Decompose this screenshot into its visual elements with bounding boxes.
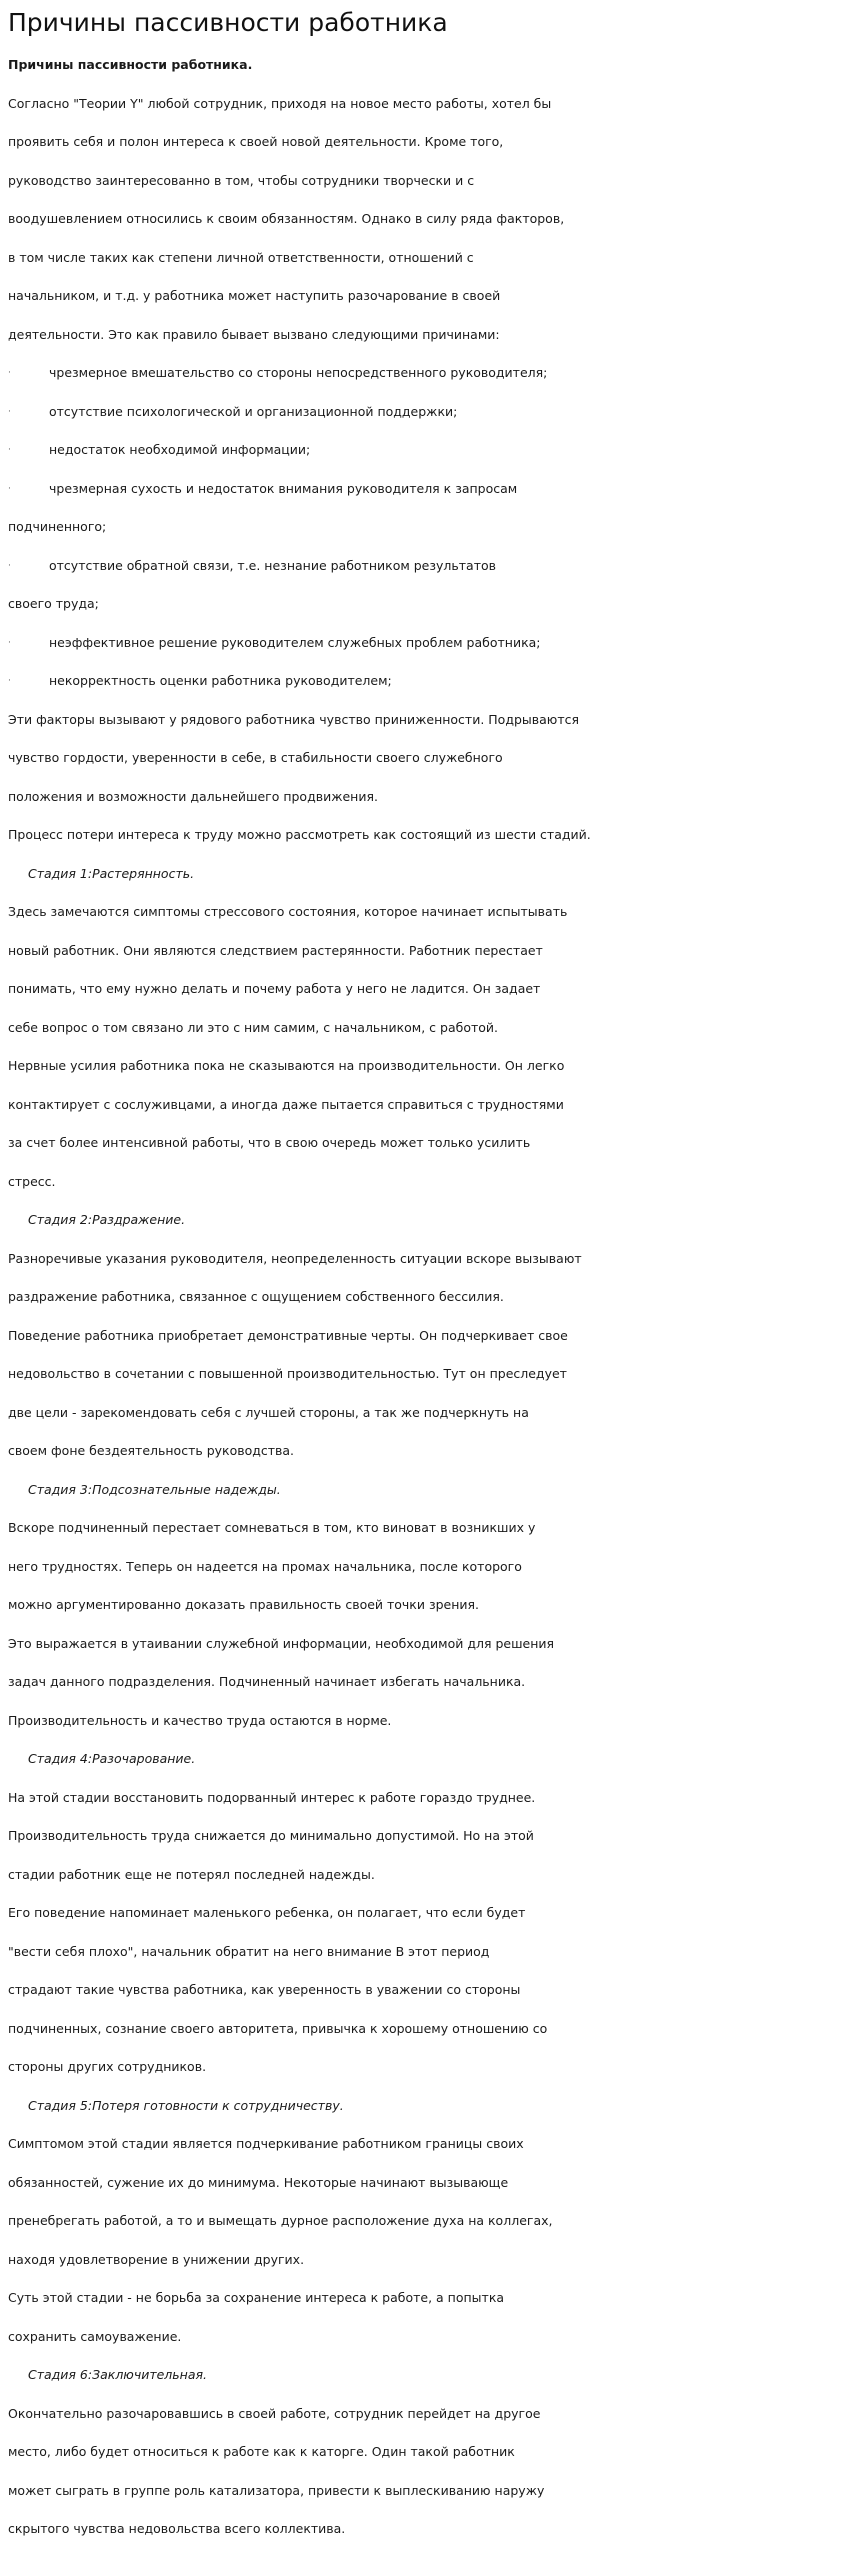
line-text: контактирует с сослуживцами, а иногда даже пытается справиться с трудностями <box>8 1096 564 1112</box>
line-text: своем фоне бездеятельность руководства. <box>8 1443 295 1458</box>
line-text: пренебрегать работой, а то и вымещать дурное расположение духа на коллегах, <box>8 2213 553 2228</box>
line-text: отсутствие психологической и организационной поддержки; <box>49 403 458 419</box>
paragraph-line <box>8 2395 839 2434</box>
paragraph-line <box>8 1586 839 1625</box>
line-text: Его поведение напоминает маленького ребенка, он полагает, что если будет <box>8 1905 526 1920</box>
line-text: обязанностей, сужение их до минимума. Некоторые начинают вызывающе <box>8 2174 509 2190</box>
bullet-marker-icon: · <box>8 445 11 455</box>
bullet-item <box>8 547 839 586</box>
paragraph-line <box>8 162 839 201</box>
line-text: начальником, и т.д. у работника может наступить разочарование в своей <box>8 288 501 303</box>
line-text: Стадия 3:Подсознательные надежды. <box>28 1481 281 1497</box>
line-text: Стадия 1:Растерянность. <box>28 865 195 881</box>
bullet-item <box>8 393 839 432</box>
line-text: чрезмерная сухость и недостаток внимания руководителя к запросам <box>49 480 518 496</box>
paragraph-line <box>8 123 839 162</box>
paragraph-line <box>8 2279 839 2318</box>
paragraph-line <box>8 1509 839 1548</box>
line-text: Симптомом этой стадии является подчеркивание работником границы своих <box>8 2136 524 2151</box>
paragraph-line <box>8 778 839 817</box>
paragraph-line <box>8 2241 839 2280</box>
paragraph-line <box>8 1432 839 1471</box>
paragraph-line <box>8 277 839 316</box>
line-text: Стадия 4:Разочарование. <box>28 1751 196 1766</box>
line-text: скрытого чувства недовольства всего коллектива. <box>8 2521 346 2536</box>
line-text: проявить себя и полон интереса к своей новой деятельности. Кроме того, <box>8 134 504 149</box>
paragraph-line <box>8 2164 839 2203</box>
paragraph-line <box>8 1779 839 1818</box>
line-text: Согласно "Теории Y" любой сотрудник, приходя на новое место работы, хотел бы <box>8 95 552 111</box>
paragraph-line <box>8 1971 839 2010</box>
line-text: задач данного подразделения. Подчиненный начинает избегать начальника. <box>8 1674 526 1689</box>
line-text: чувство гордости, уверенности в себе, в стабильности своего служебного <box>8 750 503 765</box>
paragraph-line <box>8 1317 839 1356</box>
paragraph-line <box>8 1240 839 1279</box>
paragraph-line <box>8 1278 839 1317</box>
bullet-marker-icon: · <box>8 406 11 417</box>
stage-heading <box>8 1201 839 1240</box>
line-text: руководство заинтересованно в том, чтобы сотрудники творчески и с <box>8 172 475 188</box>
paragraph-line <box>8 739 839 778</box>
stage-heading <box>8 855 839 894</box>
line-text: "вести себя плохо", начальник обратит на него внимание В этот период <box>8 1943 490 1959</box>
bullet-item <box>8 624 839 663</box>
line-text: Вскоре подчиненный перестает сомневаться в том, кто виноват в возникших у <box>8 1520 536 1535</box>
line-text: Разноречивые указания руководителя, неопределенность ситуации вскоре вызывают <box>8 1250 582 1266</box>
stage-heading <box>8 2356 839 2395</box>
paragraph-line <box>8 585 839 624</box>
line-text: Причины пассивности работника. <box>8 57 253 72</box>
section-heading <box>8 46 839 85</box>
line-text: недостаток необходимой информации; <box>49 442 311 457</box>
paragraph-line <box>8 1625 839 1664</box>
paragraph-line <box>8 239 839 278</box>
paragraph-line <box>8 85 839 124</box>
line-text: неэффективное решение руководителем служебных проблем работника; <box>49 634 541 650</box>
stage-heading <box>8 1740 839 1779</box>
line-text: положения и возможности дальнейшего продвижения. <box>8 788 378 804</box>
line-text: На этой стадии восстановить подорванный интерес к работе гораздо труднее. <box>8 1789 536 1805</box>
line-text: стадии работник еще не потерял последней надежды. <box>8 1866 375 1882</box>
line-text: раздражение работника, связанное с ощущением собственного бессилия. <box>8 1289 504 1304</box>
line-text: чрезмерное вмешательство со стороны непосредственного руководителя; <box>49 365 548 380</box>
line-text: за счет более интенсивной работы, что в свою очередь может только усилить <box>8 1135 531 1150</box>
line-text: подчиненного; <box>8 519 107 534</box>
line-text: деятельности. Это как правило бывает вызвано следующими причинами: <box>8 326 500 342</box>
line-text: Стадия 5:Потеря готовности к сотрудничеству. <box>28 2097 344 2113</box>
bullet-marker-icon: · <box>8 368 11 378</box>
bullet-item <box>8 662 839 701</box>
paragraph-line <box>8 1163 839 1202</box>
line-text: Стадия 2:Раздражение. <box>28 1212 186 1227</box>
line-text: место, либо будет относиться к работе как к каторге. Один такой работник <box>8 2444 515 2459</box>
paragraph-line <box>8 2125 839 2164</box>
line-text: стресс. <box>8 1173 56 1189</box>
paragraph-line <box>8 816 839 855</box>
paragraph-line <box>8 1894 839 1933</box>
line-text: Эти факторы вызывают у рядового работника чувство приниженности. Подрываются <box>8 711 580 727</box>
stage-heading <box>8 1471 839 1510</box>
paragraph-line <box>8 200 839 239</box>
paragraph-line <box>8 1124 839 1163</box>
paragraph-line <box>8 701 839 740</box>
line-text: некорректность оценки работника руководителем; <box>49 673 392 688</box>
paragraph-line <box>8 1047 839 1086</box>
line-text: можно аргументированно доказать правильность своей точки зрения. <box>8 1597 480 1612</box>
document-body <box>8 46 839 2549</box>
bullet-item <box>8 470 839 509</box>
paragraph-line <box>8 2433 839 2472</box>
paragraph-line <box>8 1009 839 1048</box>
line-text: воодушевлением относились к своим обязанностям. Однако в силу ряда факторов, <box>8 211 565 226</box>
paragraph-line <box>8 1856 839 1895</box>
paragraph-line <box>8 1702 839 1741</box>
bullet-marker-icon: · <box>8 560 11 571</box>
stage-heading <box>8 2087 839 2126</box>
line-text: себе вопрос о том связано ли это с ним самим, с начальником, с работой. <box>8 1019 498 1035</box>
paragraph-line <box>8 1355 839 1394</box>
line-text: находя удовлетворение в унижении других. <box>8 2251 305 2267</box>
paragraph-line <box>8 970 839 1009</box>
line-text: своего труда; <box>8 596 99 611</box>
line-text: Нервные усилия работника пока не сказываются на производительности. Он легко <box>8 1058 565 1073</box>
paragraph-line <box>8 2318 839 2357</box>
line-text: Производительность труда снижается до минимально допустимой. Но на этой <box>8 1828 534 1843</box>
paragraph-line <box>8 1817 839 1856</box>
paragraph-line <box>8 2202 839 2241</box>
line-text: новый работник. Они являются следствием растерянности. Работник перестает <box>8 942 543 958</box>
bullet-item <box>8 431 839 470</box>
paragraph-line <box>8 2472 839 2511</box>
line-text: в том числе таких как степени личной ответственности, отношений с <box>8 249 474 265</box>
line-text: стороны других сотрудников. <box>8 2059 207 2074</box>
line-text: него трудностях. Теперь он надеется на промах начальника, после которого <box>8 1558 522 1574</box>
line-text: недовольство в сочетании с повышенной производительностью. Тут он преследует <box>8 1366 567 1381</box>
paragraph-line <box>8 1933 839 1972</box>
line-text: Это выражается в утаивании служебной информации, необходимой для решения <box>8 1635 555 1651</box>
line-text: Производительность и качество труда остаются в норме. <box>8 1712 392 1728</box>
line-text: Здесь замечаются симптомы стрессового состояния, которое начинает испытывать <box>8 904 568 919</box>
bullet-item <box>8 354 839 393</box>
bullet-marker-icon: · <box>8 483 11 494</box>
paragraph-line <box>8 1394 839 1433</box>
line-text: Окончательно разочаровавшись в своей работе, сотрудник перейдет на другое <box>8 2405 541 2421</box>
line-text: две цели - зарекомендовать себя с лучшей стороны, а так же подчеркнуть на <box>8 1404 529 1420</box>
paragraph-line <box>8 1086 839 1125</box>
bullet-marker-icon: · <box>8 637 11 648</box>
line-text: Процесс потери интереса к труду можно рассмотреть как состоящий из шести стадий. <box>8 827 591 842</box>
paragraph-line <box>8 2510 839 2549</box>
bullet-marker-icon: · <box>8 676 11 686</box>
line-text: Суть этой стадии - не борьба за сохранение интереса к работе, а попытка <box>8 2290 505 2305</box>
paragraph-line <box>8 1663 839 1702</box>
paragraph-line <box>8 316 839 355</box>
line-text: страдают такие чувства работника, как уверенность в уважении со стороны <box>8 1982 521 1997</box>
paragraph-line <box>8 2048 839 2087</box>
line-text: подчиненных, сознание своего авторитета, привычка к хорошему отношению со <box>8 2020 548 2036</box>
line-text: понимать, что ему нужно делать и почему работа у него не ладится. Он задает <box>8 981 541 996</box>
line-text: может сыграть в группе роль катализатора, привести к выплескиванию наружу <box>8 2482 545 2498</box>
line-text: отсутствие обратной связи, т.е. незнание работником результатов <box>49 557 497 573</box>
paragraph-line <box>8 2010 839 2049</box>
paragraph-line <box>8 508 839 547</box>
line-text: Поведение работника приобретает демонстративные черты. Он подчеркивает свое <box>8 1327 568 1343</box>
line-text: сохранить самоуважение. <box>8 2328 182 2344</box>
paragraph-line <box>8 1548 839 1587</box>
line-text: Стадия 6:Заключительная. <box>28 2367 207 2382</box>
paragraph-line <box>8 932 839 971</box>
paragraph-line <box>8 893 839 932</box>
page-title: Причины пассивности работника <box>8 8 448 37</box>
